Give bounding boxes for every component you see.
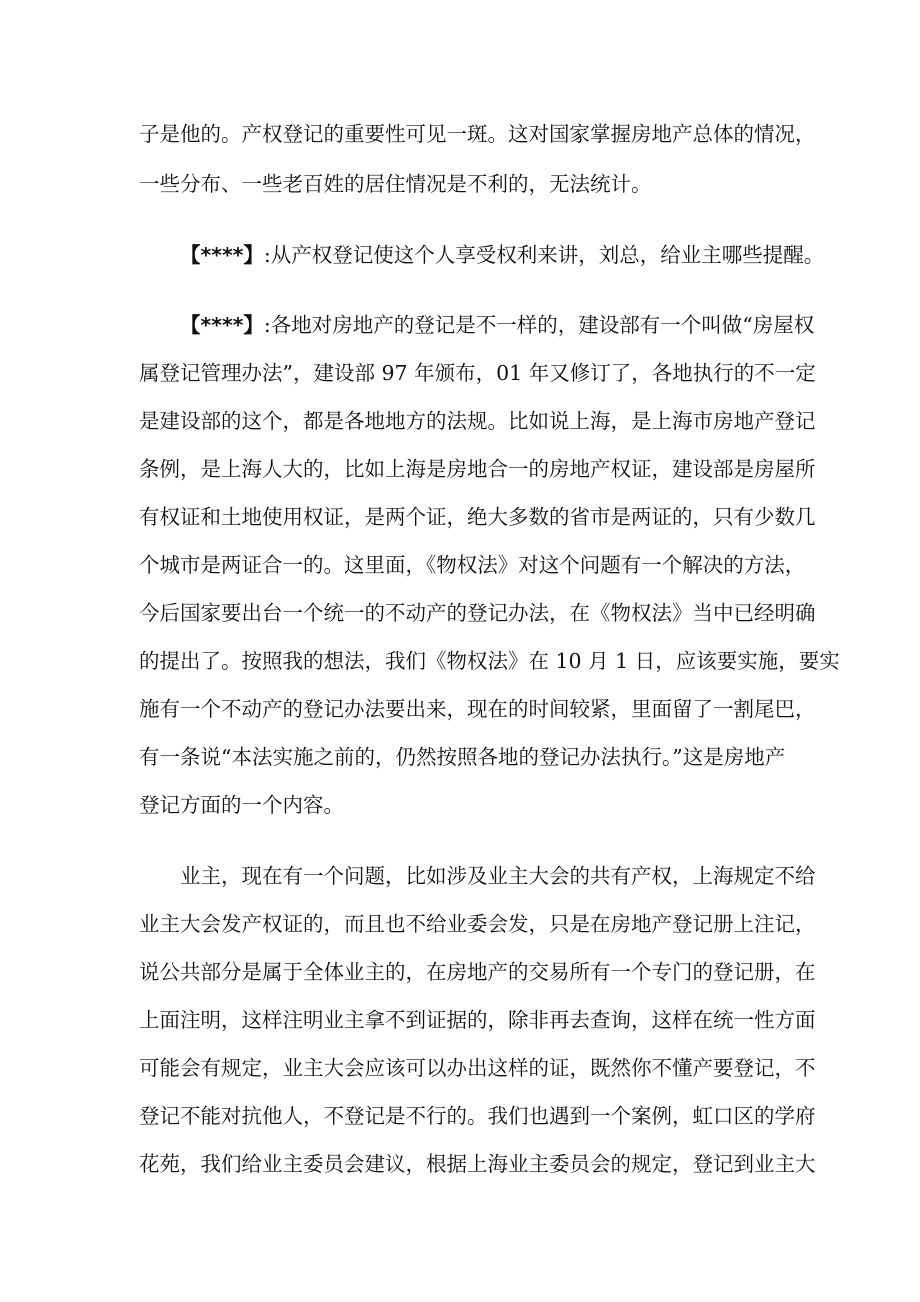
text-line: 属登记管理办法”，建设部 97 年颁布，01 年又修订了，各地执行的不一定: [139, 361, 816, 385]
text-line: 施有一个不动产的登记办法要出来，现在的时间较紧，里面留了一割尾巴，: [139, 697, 816, 721]
text-line: 条例，是上海人大的，比如上海是房地合一的房地产权证，建设部是房屋所: [139, 457, 816, 481]
text-line: 子是他的。产权登记的重要性可见一斑。这对国家掌握房地产总体的情况，: [139, 122, 816, 146]
text-line: 业主大会发产权证的，而且也不给业委会发，只是在房地产登记册上注记，: [139, 912, 816, 936]
text-line: 登记不能对抗他人，不登记是不行的。我们也遇到一个案例，虹口区的学府: [139, 1104, 816, 1128]
text-line: 今后国家要出台一个统一的不动产的登记办法，在《物权法》当中已经明确: [139, 601, 816, 625]
dialogue-line: [180, 243, 824, 267]
text-line: 可能会有规定，业主大会应该可以办出这样的证，既然你不懂产要登记，不: [139, 1056, 816, 1080]
text-line: 说公共部分是属于全体业主的，在房地产的交易所有一个专门的登记册，在: [139, 960, 816, 984]
text-line: 的提出了。按照我的想法，我们《物权法》在 10 月 1 日，应该要实施，要实: [139, 649, 840, 673]
text-line: 个城市是两证合一的。这里面，《物权法》对这个问题有一个解决的方法，: [139, 553, 806, 577]
text-line: 花苑，我们给业主委员会建议，根据上海业主委员会的规定，登记到业主大: [139, 1152, 816, 1176]
text-line: 一些分布、一些老百姓的居住情况是不利的，无法统计。: [139, 172, 652, 196]
text-line: 有一条说“本法实施之前的，仍然按照各地的登记办法执行。”这是房地产: [139, 745, 786, 769]
text-line: 有权证和土地使用权证，是两个证，绝大多数的省市是两证的，只有少数几: [139, 505, 816, 529]
text-line: 登记方面的一个内容。: [139, 793, 344, 817]
text-line: 是建设部的这个，都是各地地方的法规。比如说上海，是上海市房地产登记: [139, 409, 816, 433]
speaker-label: 【****】: [180, 313, 264, 337]
text-line: :从产权登记使这个人享受权利来讲，刘总，给业主哪些提醒。: [263, 243, 825, 267]
dialogue-line: [180, 313, 814, 337]
text-line: 业主，现在有一个问题，比如涉及业主大会的共有产权，上海规定不给: [180, 864, 816, 888]
text-line: :各地对房地产的登记是不一样的，建设部有一个叫做“房屋权: [263, 313, 815, 337]
text-line: 上面注明，这样注明业主拿不到证据的，除非再去查询，这样在统一性方面: [139, 1008, 816, 1032]
speaker-label: 【****】: [180, 243, 264, 267]
